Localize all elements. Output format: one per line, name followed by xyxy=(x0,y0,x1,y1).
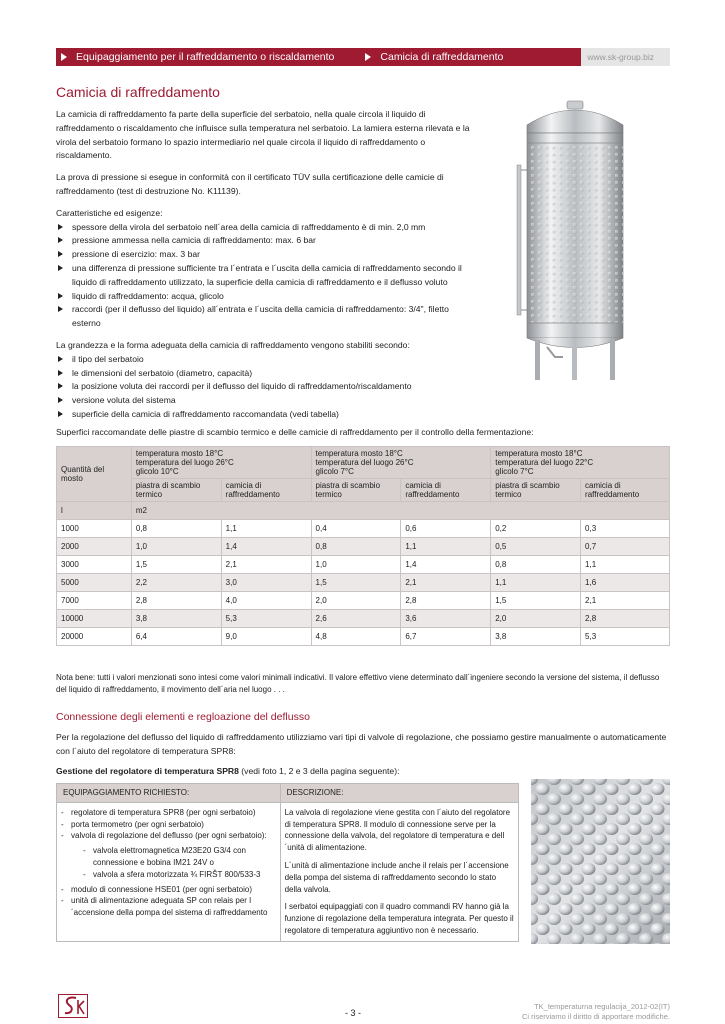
list-item: - valvola a sfera motorizzata ¾ FIRŠT 800/533-3 xyxy=(83,869,276,881)
value-cell: 6,4 xyxy=(131,628,221,646)
list-item: - valvola di regolazione del deflusso (per ogni serbatoio): - valvola elettromagnetica M23E20 G3/4 con connessione e bobina IM21 24V o - valvola a sfera motorizzata ¾ FIRŠT 800/533-3 xyxy=(61,830,276,880)
qty-cell: 7000 xyxy=(57,592,132,610)
value-cell: 2,8 xyxy=(401,592,491,610)
description-paragraph: L´unità di alimentazione include anche il relais per l´accensione della pompa del sistema di raffreddamento secondo lo stato della valvola. xyxy=(284,860,509,894)
intro-paragraph-2: La prova di pressione si esegue in conformità con il certificato TÜV sulla certificazione delle camicie di raffreddamento (test di destruzione No. K11139). xyxy=(56,172,444,196)
value-cell: 0,8 xyxy=(131,520,221,538)
table-row xyxy=(57,538,670,556)
features-title: Caratteristiche ed esigenze: xyxy=(56,207,163,218)
cooling-surface-table xyxy=(56,446,670,646)
list-item: il tipo del serbatoio xyxy=(56,353,472,367)
qty-cell: 1000 xyxy=(57,520,132,538)
equipment-list xyxy=(61,807,276,919)
value-cell: 9,0 xyxy=(221,628,311,646)
value-cell: 2,1 xyxy=(581,592,670,610)
value-cell: 2,1 xyxy=(401,574,491,592)
value-cell: 1,5 xyxy=(131,556,221,574)
value-cell: 1,1 xyxy=(581,556,670,574)
triangle-bullet-icon xyxy=(61,53,67,61)
header-bar xyxy=(56,48,670,66)
value-cell: 2,8 xyxy=(581,610,670,628)
value-cell: 0,7 xyxy=(581,538,670,556)
sk-logo xyxy=(58,994,88,1018)
features-list xyxy=(56,221,472,331)
rights-notice: Ci riserviamo il diritto di apportare modifiche. xyxy=(522,1012,670,1021)
list-item: una differenza di pressione sufficiente tra l´entrata e l´uscita della camicia di raffreddamento secondo il liquido di raffreddamento utilizzato, la superficie della camicia di raffreddamento e il deflusso voluto xyxy=(56,262,472,290)
value-cell: 1,4 xyxy=(401,556,491,574)
list-item: - valvola elettromagnetica M23E20 G3/4 con connessione e bobina IM21 24V o xyxy=(83,845,276,869)
subheader-plate: piastra di scambio termico xyxy=(491,479,581,502)
table-row xyxy=(57,802,519,941)
value-cell: 2,0 xyxy=(491,610,581,628)
table-row xyxy=(57,520,670,538)
equipment-table xyxy=(56,783,519,942)
page-title: Camicia di raffreddamento xyxy=(56,84,220,100)
value-cell: 2,6 xyxy=(311,610,401,628)
table-row xyxy=(57,574,670,592)
value-cell: 4,8 xyxy=(311,628,401,646)
size-title: La grandezza e la forma adeguata della camicia di raffreddamento vengono stabiliti secondo: xyxy=(56,339,410,350)
list-item: spessore della virola del serbatoio nell´area della camicia di raffreddamento è di min. 2,0 mm xyxy=(56,221,472,235)
description-header: DESCRIZIONE: xyxy=(280,784,518,803)
list-item: - porta termometro (per ogni serbatoio) xyxy=(61,819,276,831)
list-item: superficie della camicia di raffreddamento raccomandata (vedi tabella) xyxy=(56,408,472,422)
unit-liters: l xyxy=(57,502,132,520)
list-item: versione voluta del sistema xyxy=(56,394,472,408)
value-cell: 3,0 xyxy=(221,574,311,592)
table-row xyxy=(57,610,670,628)
value-cell: 1,1 xyxy=(221,520,311,538)
description-cell xyxy=(280,802,518,941)
unit-m2: m2 xyxy=(131,502,669,520)
table-row xyxy=(57,556,670,574)
subheader-jacket: camicia di raffreddamento xyxy=(401,479,491,502)
subsection-heading xyxy=(56,766,399,776)
dimpled-jacket-photo xyxy=(531,779,670,944)
list-item: - regolatore di temperatura SPR8 (per ogni serbatoio) xyxy=(61,807,276,819)
section-title: Connessione degli elementi e regloazione del deflusso xyxy=(56,711,310,723)
condition-group-3: temperatura mosto 18°C temperatura del luogo 22°C glicolo 7°C xyxy=(491,447,670,479)
subsection-heading-bold: Gestione del regolatore di temperatura SPR8 xyxy=(56,766,239,776)
size-list xyxy=(56,353,472,422)
subheader-jacket: camicia di raffreddamento xyxy=(221,479,311,502)
value-cell: 2,2 xyxy=(131,574,221,592)
qty-cell: 5000 xyxy=(57,574,132,592)
value-cell: 1,1 xyxy=(491,574,581,592)
value-cell: 0,8 xyxy=(491,556,581,574)
subheader-plate: piastra di scambio termico xyxy=(311,479,401,502)
value-cell: 0,5 xyxy=(491,538,581,556)
qty-header: Quantità del mosto xyxy=(57,447,132,502)
value-cell: 1,0 xyxy=(131,538,221,556)
list-item: liquido di raffreddamento: acqua, glicolo xyxy=(56,290,472,304)
list-item: la posizione voluta dei raccordi per il deflusso del liquido di raffreddamento/riscaldamento xyxy=(56,380,472,394)
table-header-row xyxy=(57,784,519,803)
table-row xyxy=(57,592,670,610)
list-item: pressione di esercizio: max. 3 bar xyxy=(56,248,472,262)
breadcrumb xyxy=(56,48,581,66)
value-cell: 0,4 xyxy=(311,520,401,538)
list-item: le dimensioni del serbatoio (diametro, capacità) xyxy=(56,367,472,381)
value-cell: 0,3 xyxy=(581,520,670,538)
equipment-cell xyxy=(57,802,281,941)
list-item: - modulo di connessione HSE01 (per ogni serbatoio) xyxy=(61,884,276,896)
condition-group-2: temperatura mosto 18°C temperatura del luogo 26°C glicolo 7°C xyxy=(311,447,491,479)
qty-cell: 2000 xyxy=(57,538,132,556)
subheader-jacket: camicia di raffreddamento xyxy=(581,479,670,502)
page-number: - 3 - xyxy=(345,1008,362,1018)
value-cell: 6,7 xyxy=(401,628,491,646)
value-cell: 0,6 xyxy=(401,520,491,538)
units-row xyxy=(57,502,670,520)
note-text: Nota bene: tutti i valori menzionati sono intesi come valori minimali indicativi. Il valore effettivo viene determinato dall´ingeniere secondo la versione del sistema, il deflusso del liquido di raffreddamento, il movimento dell´aria nel luogo . . . xyxy=(56,673,660,694)
value-cell: 1,1 xyxy=(401,538,491,556)
value-cell: 0,8 xyxy=(311,538,401,556)
table-subheader-row xyxy=(57,479,670,502)
value-cell: 3,8 xyxy=(491,628,581,646)
value-cell: 1,6 xyxy=(581,574,670,592)
breadcrumb-item-2[interactable]: Camicia di raffreddamento xyxy=(380,51,504,63)
intro-text xyxy=(56,108,472,430)
website-link[interactable]: www.sk-group.biz xyxy=(581,48,670,66)
table-header-row xyxy=(57,447,670,479)
description-paragraph: La valvola di regolazione viene gestita con l´aiuto del regolatore di temperatura SPR8. Il modulo di connessione serve per la connessione della valvola, del regolatore di temperatura e dell´unità di alimentazione. xyxy=(284,807,511,853)
value-cell: 5,3 xyxy=(581,628,670,646)
valve-sublist xyxy=(71,845,276,880)
value-cell: 5,3 xyxy=(221,610,311,628)
condition-group-1: temperatura mosto 18°C temperatura del luogo 26°C glicolo 10°C xyxy=(131,447,311,479)
value-cell: 2,1 xyxy=(221,556,311,574)
qty-cell: 10000 xyxy=(57,610,132,628)
breadcrumb-item-1[interactable]: Equipaggiamento per il raffreddamento o riscaldamento xyxy=(76,51,335,63)
qty-cell: 3000 xyxy=(57,556,132,574)
value-cell: 2,8 xyxy=(131,592,221,610)
tank-photo xyxy=(515,95,635,385)
value-cell: 1,0 xyxy=(311,556,401,574)
value-cell: 3,6 xyxy=(401,610,491,628)
table-row xyxy=(57,628,670,646)
value-cell: 3,8 xyxy=(131,610,221,628)
list-item: - unità di alimentazione adeguata SP con relais per l´accensione della pompa del sistema di raffreddamento xyxy=(61,895,276,919)
subheader-plate: piastra di scambio termico xyxy=(131,479,221,502)
document-code: TK_temperaturna regulacija_2012-02(IT) xyxy=(534,1002,670,1011)
value-cell: 0,2 xyxy=(491,520,581,538)
list-item: raccordi (per il deflusso del liquido) all´entrata e l´uscita della camicia di raffreddamento: 3/4", filetto esterno xyxy=(56,303,472,331)
value-cell: 1,5 xyxy=(491,592,581,610)
list-item: pressione ammessa nella camicia di raffreddamento: max. 6 bar xyxy=(56,234,472,248)
section-paragraph: Per la regolazione del deflusso del liquido di raffreddamento utilizziamo vari tipi di valvole di regolazione, che possiamo gestire manualmente o automaticamente con l´aiuto del regolatore di temperatura SPR8: xyxy=(56,732,667,756)
triangle-bullet-icon xyxy=(365,53,371,61)
qty-cell: 20000 xyxy=(57,628,132,646)
description-paragraph: I serbatoi equipaggiati con il quadro commandi RV hanno già la funzione di regolazione della temperatura integrata. Per questo il regolatore di temperatura aggiuntivo non è necessario. xyxy=(284,902,514,935)
equipment-header: EQUIPAGGIAMENTO RICHIESTO: xyxy=(57,784,281,803)
footer-info xyxy=(522,1002,670,1022)
value-cell: 1,5 xyxy=(311,574,401,592)
table-caption: Superfici raccomandate delle piastre di scambio termico e delle camicie di raffreddamento per il controllo della fermentazione: xyxy=(56,427,534,437)
value-cell: 4,0 xyxy=(221,592,311,610)
value-cell: 2,0 xyxy=(311,592,401,610)
subsection-heading-rest: (vedi foto 1, 2 e 3 della pagina seguente): xyxy=(238,766,400,776)
value-cell: 1,4 xyxy=(221,538,311,556)
intro-paragraph-1: La camicia di raffreddamento fa parte della superficie del serbatoio, nella quale circola il liquido di raffreddamento o riscaldamento che influisce sulla temperatura nel serbatoio. La lamiera esterna rilevata e la virola del serbatoio formano lo spazio intermediario nel quale circola il liquido di raffreddamento o riscaldamento. xyxy=(56,109,470,161)
